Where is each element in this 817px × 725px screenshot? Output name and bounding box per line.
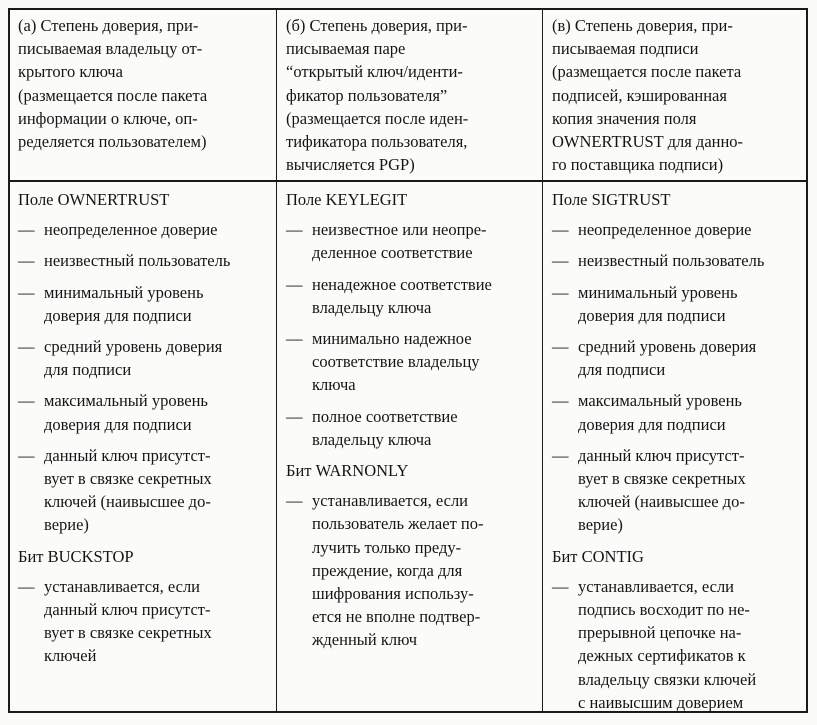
list-item-first-line <box>18 249 273 272</box>
list-item-line: доверия для подписи <box>44 414 192 434</box>
section-title: Бит BUCKSTOP <box>18 546 134 566</box>
list-item-text: неизвестное или неопре- <box>312 220 487 240</box>
header-line: (а) Степень доверия, при- <box>18 16 199 35</box>
list-item-line: с наивысшим доверием <box>578 692 744 712</box>
list-item-first-line <box>286 327 539 350</box>
list-item-text: данный ключ присутст- <box>44 445 211 465</box>
list-item-text: неопределенное доверие <box>44 220 218 240</box>
dash-bullet: — <box>286 274 303 294</box>
list-item-first-line <box>18 444 273 467</box>
list-item-line: ключей <box>44 646 97 666</box>
header-line: OWNERTRUST для данно- <box>552 132 744 152</box>
dash-bullet: — <box>286 329 303 349</box>
list-item-line: шифрования использу- <box>312 584 474 604</box>
header-cell-a <box>10 14 277 153</box>
dash-bullet: — <box>18 220 35 240</box>
header-line: го поставщика подписи) <box>552 155 724 175</box>
header-line: копия значения поля <box>552 108 697 128</box>
list-item-line: вует в связке секретных <box>44 623 212 643</box>
list-item <box>552 444 804 537</box>
list-item-first-line <box>18 218 273 241</box>
list-item <box>286 327 539 397</box>
header-line: фикатор пользователя” <box>286 85 448 105</box>
list-item <box>552 389 804 435</box>
header-line: (размещается после пакета <box>18 85 208 105</box>
header-line: (в) Степень доверия, при- <box>552 16 733 35</box>
section-title: Поле KEYLEGIT <box>286 190 408 209</box>
list-item-text: минимально надежное <box>312 329 472 349</box>
list-item-first-line <box>552 389 804 412</box>
list-item-line: соответствие владельцу <box>312 352 480 372</box>
dash-bullet: — <box>18 251 35 271</box>
list-item-line: пользователь желает по- <box>312 514 484 534</box>
list-item-first-line <box>286 218 539 241</box>
list-item <box>552 249 804 272</box>
dash-bullet: — <box>18 337 35 357</box>
list-item-line: доверия для подписи <box>44 305 192 325</box>
list-item-line: верие) <box>44 515 89 535</box>
header-line: (размещается после пакета <box>552 62 742 82</box>
dash-bullet: — <box>18 391 35 411</box>
section-title: Бит CONTIG <box>552 546 644 566</box>
list-item-line: ется не вполне подтвер- <box>312 607 481 627</box>
list-item-text: устанавливается, если <box>578 576 735 596</box>
header-line: информации о ключе, оп- <box>18 108 198 128</box>
dash-bullet: — <box>18 282 35 302</box>
list-item-line: подпись восходит по не- <box>578 600 750 620</box>
list-item-line: владельцу связки ключей <box>578 669 757 689</box>
header-line: писываемая подписи <box>552 39 699 59</box>
list-item <box>18 444 273 537</box>
list-item-text: средний уровень доверия <box>578 337 757 357</box>
list-item-line: данный ключ присутст- <box>44 600 211 620</box>
body-cell-c <box>544 182 808 722</box>
list-item-text: неизвестный пользователь <box>44 251 231 271</box>
list-item-text: полное соответствие <box>312 406 458 426</box>
header-line: писываемая владельцу от- <box>18 39 203 59</box>
list-item <box>552 575 804 714</box>
list-item-first-line <box>552 575 804 598</box>
list-item-first-line <box>286 273 539 296</box>
list-item <box>552 335 804 381</box>
list-item-line: деленное соответствие <box>312 243 473 263</box>
body-cell-a <box>10 182 277 676</box>
list-item-line: прерывной цепочке на- <box>578 623 742 643</box>
header-line: (размещается после иден- <box>286 108 469 128</box>
dash-bullet: — <box>552 282 569 302</box>
list-item-text: неизвестный пользователь <box>578 251 765 271</box>
dash-bullet: — <box>552 445 569 465</box>
list-item-line: верие) <box>578 515 623 535</box>
header-line: “открытый ключ/иденти- <box>286 62 463 82</box>
list-item-line: владельцу ключа <box>312 429 432 449</box>
list-item <box>552 281 804 327</box>
list-item <box>286 405 539 451</box>
list-item-text: неопределенное доверие <box>578 220 752 240</box>
list-item-first-line <box>552 218 804 241</box>
list-item-first-line <box>552 444 804 467</box>
section-title: Поле SIGTRUST <box>552 190 671 209</box>
list-item-first-line <box>552 335 804 358</box>
list-item <box>18 335 273 381</box>
list-item <box>286 218 539 264</box>
list-item <box>18 389 273 435</box>
dash-bullet: — <box>18 576 35 596</box>
list-item-line: владельцу ключа <box>312 297 432 317</box>
list-item-text: минимальный уровень <box>578 282 738 302</box>
section-title: Поле OWNERTRUST <box>18 190 170 209</box>
header-line: вычисляется PGP) <box>286 155 415 175</box>
header-line: ределяется пользователем) <box>18 132 207 152</box>
dash-bullet: — <box>286 220 303 240</box>
list-item-text: минимальный уровень <box>44 282 204 302</box>
dash-bullet: — <box>552 391 569 411</box>
list-item-line: жденный ключ <box>312 630 418 650</box>
list-item-line: вует в связке секретных <box>578 469 746 489</box>
dash-bullet: — <box>552 337 569 357</box>
list-item-text: устанавливается, если <box>44 576 201 596</box>
list-item-text: максимальный уровень <box>44 391 208 411</box>
list-item-first-line <box>18 281 273 304</box>
list-item-text: данный ключ присутст- <box>578 445 745 465</box>
list-item-line: ключа <box>312 375 356 395</box>
header-cell-b <box>278 14 543 176</box>
list-item-first-line <box>286 405 539 428</box>
list-item-first-line <box>18 389 273 412</box>
header-line: подписей, кэшированная <box>552 85 727 105</box>
list-item-line: вует в связке секретных <box>44 469 212 489</box>
list-item-first-line <box>286 489 539 512</box>
dash-bullet: — <box>286 491 303 511</box>
header-line: писываемая паре <box>286 39 406 59</box>
header-cell-c <box>544 14 808 176</box>
list-item <box>18 249 273 272</box>
body-cell-b <box>278 182 543 660</box>
list-item-first-line <box>18 335 273 358</box>
list-item-text: ненадежное соответствие <box>312 274 492 294</box>
trust-table <box>8 8 808 713</box>
dash-bullet: — <box>552 251 569 271</box>
list-item-text: устанавливается, если <box>312 491 469 511</box>
list-item <box>18 281 273 327</box>
list-item-text: средний уровень доверия <box>44 337 223 357</box>
list-item-first-line <box>18 575 273 598</box>
list-item <box>18 218 273 241</box>
list-item-first-line <box>552 281 804 304</box>
list-item-line: ключей (наивысшее до- <box>44 492 211 512</box>
header-line: крытого ключа <box>18 62 123 82</box>
list-item-line: доверия для подписи <box>578 414 726 434</box>
list-item-line: дежных сертификатов к <box>578 646 746 666</box>
list-item-line: преждение, когда для <box>312 560 463 580</box>
list-item <box>552 218 804 241</box>
header-line: тификатора пользователя, <box>286 132 468 152</box>
list-item-line: для подписи <box>578 360 666 380</box>
list-item-line: ключей (наивысшее до- <box>578 492 745 512</box>
list-item-line: лучить только преду- <box>312 537 462 557</box>
list-item <box>286 489 539 651</box>
list-item-first-line <box>552 249 804 272</box>
list-item <box>286 273 539 319</box>
dash-bullet: — <box>286 406 303 426</box>
dash-bullet: — <box>552 220 569 240</box>
dash-bullet: — <box>552 576 569 596</box>
list-item-line: для подписи <box>44 360 132 380</box>
list-item-text: максимальный уровень <box>578 391 742 411</box>
header-line: (б) Степень доверия, при- <box>286 16 468 35</box>
list-item-line: доверия для подписи <box>578 305 726 325</box>
list-item <box>18 575 273 668</box>
section-title: Бит WARNONLY <box>286 461 409 481</box>
dash-bullet: — <box>18 445 35 465</box>
